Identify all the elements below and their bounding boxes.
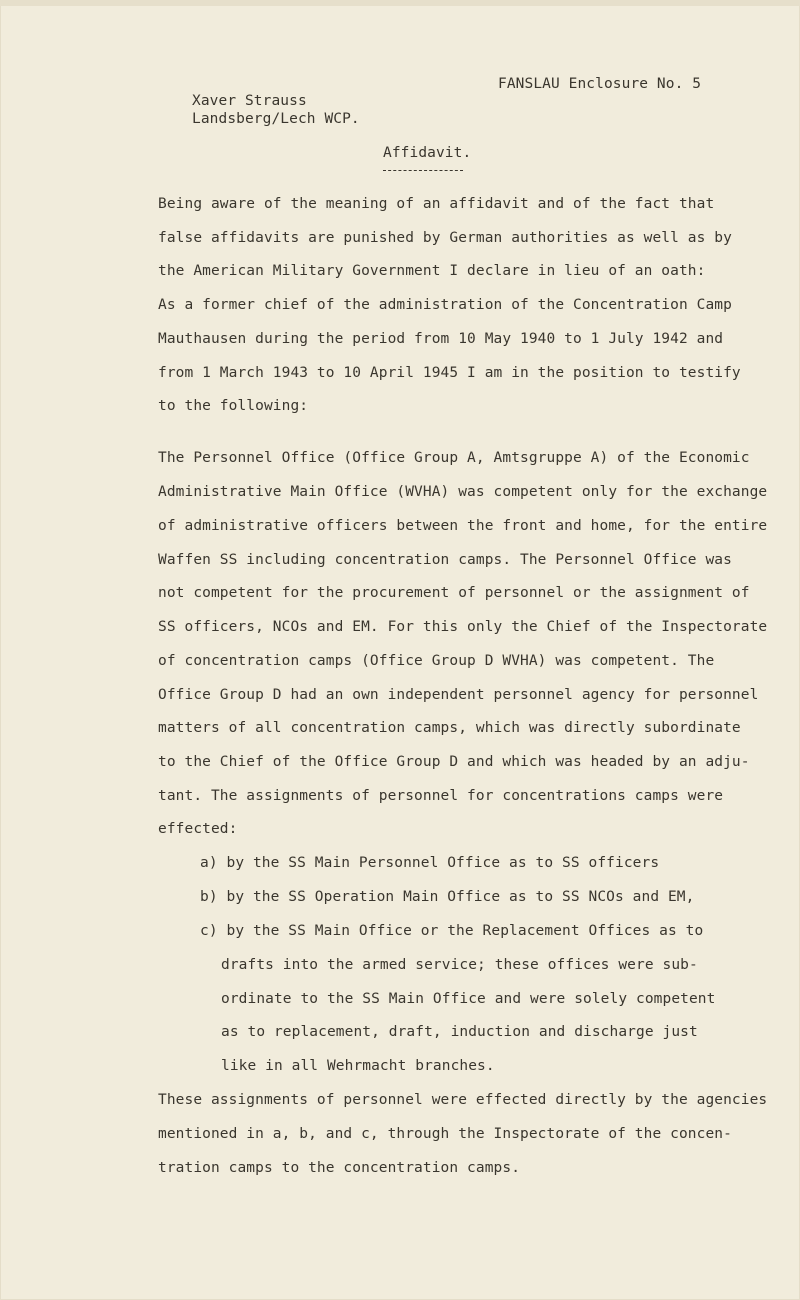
document-title: Affidavit. (383, 145, 472, 161)
paragraph-line: tant. The assignments of personnel for concentrations camps were (158, 788, 724, 804)
list-item-continuation: like in all Wehrmacht branches. (221, 1058, 495, 1074)
author-address: Landsberg/Lech WCP. (192, 111, 360, 127)
enclosure-label: FANSLAU Enclosure No. 5 (498, 76, 702, 92)
author-name: Xaver Strauss (192, 93, 307, 109)
paragraph-line: false affidavits are punished by German authorities as well as by (158, 230, 732, 246)
paragraph-line: Administrative Main Office (WVHA) was competent only for the exchange (158, 484, 768, 500)
list-item: a) by the SS Main Personnel Office as to SS officers (200, 855, 660, 871)
paragraph-line: As a former chief of the administration of the Concentration Camp (158, 297, 732, 313)
list-item: b) by the SS Operation Main Office as to SS NCOs and EM, (200, 889, 695, 905)
paragraph-line: to the Chief of the Office Group D and which was headed by an adju- (158, 754, 750, 770)
paragraph-line: Being aware of the meaning of an affidavit and of the fact that (158, 196, 715, 212)
paragraph-line: from 1 March 1943 to 10 April 1945 I am in the position to testify (158, 365, 741, 381)
list-item: c) by the SS Main Office or the Replacement Offices as to (200, 923, 704, 939)
paragraph-line: Office Group D had an own independent personnel agency for personnel (158, 687, 759, 703)
title-underline (383, 170, 463, 171)
paragraph-line: of concentration camps (Office Group D WVHA) was competent. The (158, 653, 715, 669)
list-item-continuation: ordinate to the SS Main Office and were solely competent (221, 991, 716, 1007)
paragraph-line: effected: (158, 821, 238, 837)
paragraph-line: The Personnel Office (Office Group A, Amtsgruppe A) of the Economic (158, 450, 750, 466)
paragraph-line: These assignments of personnel were effected directly by the agencies (158, 1092, 768, 1108)
paragraph-line: not competent for the procurement of personnel or the assignment of (158, 585, 750, 601)
paragraph-line: the American Military Government I declare in lieu of an oath: (158, 263, 706, 279)
paragraph-line: Waffen SS including concentration camps. The Personnel Office was (158, 552, 732, 568)
list-item-continuation: as to replacement, draft, induction and discharge just (221, 1024, 698, 1040)
paragraph-line: of administrative officers between the front and home, for the entire (158, 518, 768, 534)
paragraph-line: SS officers, NCOs and EM. For this only the Chief of the Inspectorate (158, 619, 768, 635)
list-item-continuation: drafts into the armed service; these offices were sub- (221, 957, 698, 973)
paragraph-line: tration camps to the concentration camps. (158, 1160, 521, 1176)
paragraph-line: to the following: (158, 398, 309, 414)
paragraph-line: mentioned in a, b, and c, through the Inspectorate of the concen- (158, 1126, 732, 1142)
paragraph-line: matters of all concentration camps, which was directly subordinate (158, 720, 741, 736)
paragraph-line: Mauthausen during the period from 10 May 1940 to 1 July 1942 and (158, 331, 724, 347)
